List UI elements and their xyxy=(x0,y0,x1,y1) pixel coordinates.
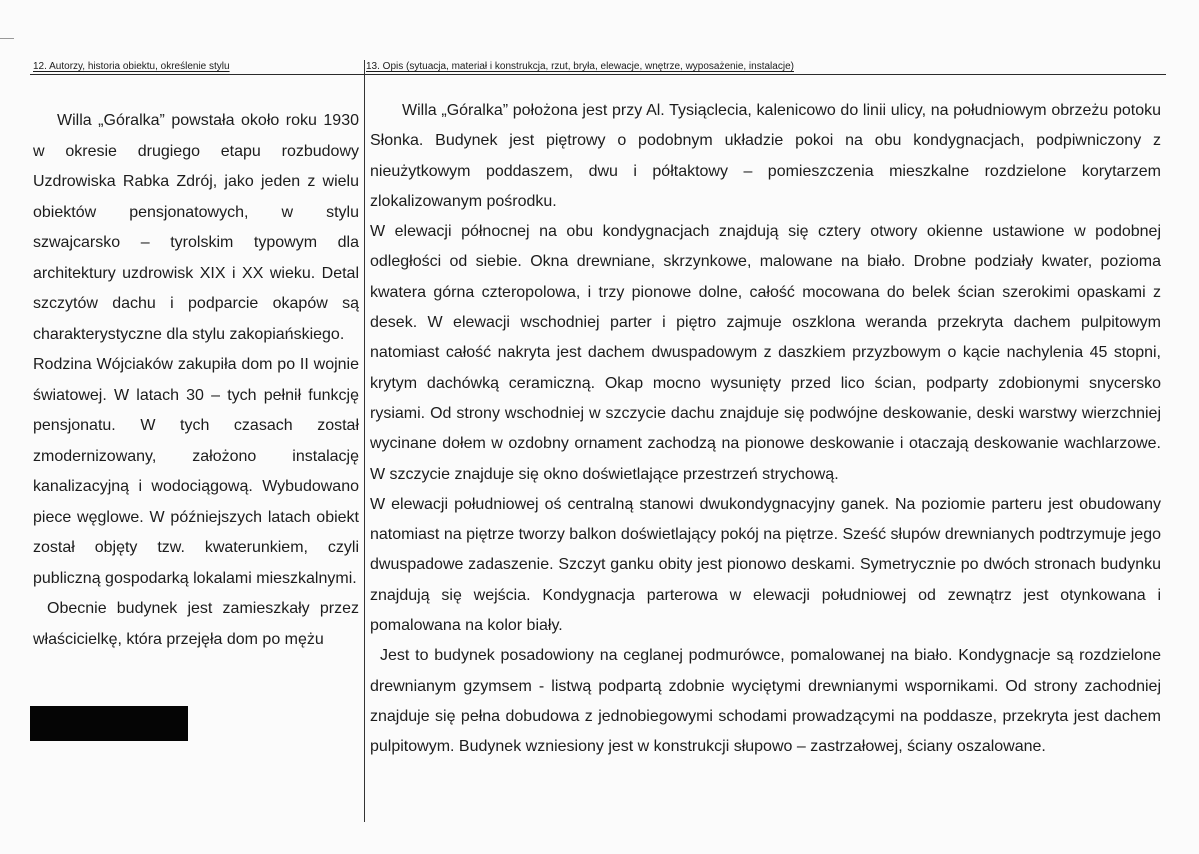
history-paragraph: Obecnie budynek jest zamieszkały przez właścicielkę, która przejęła dom po mężu xyxy=(33,600,359,648)
description-paragraph: W elewacji południowej oś centralną stanowi dwukondygnacyjny ganek. Na poziomie parteru jest obudowany natomiast na piętrze tworzy balkon doświetlający pokój na piętrze. Sześć słupów drewnianych podtrzymuje jego dwuspadowe zadaszenie. Szczyt ganku obity jest pionowo deskami. Symetrycznie po dwóch stronach budynku znajdują się wejścia. Kondygnacja parterowa w elewacji południowej od zewnątrz jest otynkowana i pomalowana na kolor biały. xyxy=(370,495,1161,635)
section-13-heading: 13. Opis (sytuacja, materiał i konstrukcja, rzut, bryła, elewacje, wnętrze, wyposażenie, instalacje) xyxy=(366,61,794,72)
description-paragraph: Jest to budynek posadowiony na ceglanej podmurówce, pomalowanej na biało. Kondygnacje są rozdzielone drewnianym gzymsem - listwą podpartą zdobnie wyciętymi drewnianymi wspornikami. Od strony zachodniej znajduje się pełna dobudowa z jednobiegowymi schodami prowadzącymi na poddasze, przekryta jest dachem pulpitowym. Budynek wzniesiony jest w konstrukcji słupowo – zastrzałowej, ściany oszalowane. xyxy=(370,647,1161,756)
redaction-box xyxy=(30,706,188,741)
form-header-row xyxy=(30,60,1166,75)
history-column xyxy=(33,106,359,655)
history-paragraph: Willa „Góralka” powstała około roku 1930 w okresie drugiego etapu rozbudowy Uzdrowiska Rabka Zdrój, jako jeden z wielu obiektów pensjonatowych, w stylu szwajcarsko – tyrolskim typowym dla architektury uzdrowisk XIX i XX wieku. Detal szczytów dachu i podparcie okapów są charakterystyczne dla stylu zakopiańskiego. xyxy=(33,112,359,343)
column-divider xyxy=(364,60,365,822)
description-column xyxy=(370,96,1161,763)
section-12-heading: 12. Autorzy, historia obiektu, określenie stylu xyxy=(33,61,230,72)
description-paragraph: W elewacji północnej na obu kondygnacjach znajdują się cztery otwory okienne ustawione w podobnej odległości od siebie. Okna drewniane, skrzynkowe, malowane na biało. Drobne podziały kwater, pozioma kwatera górna czteropolowa, i trzy pionowe dolne, całość mocowana do belek ścian szerokimi opaskami z desek. W elewacji wschodniej parter i piętro zajmuje oszklona weranda przekryta dachem pulpitowym natomiast całość nakryta jest dachem dwuspadowym z daszkiem przyzbowym o kącie nachylenia 45 stopni, krytym dachówką ceramiczną. Okap mocno wysunięty przed lico ścian, podparty zdobionymi snycersko rysiami. Od strony wschodniej w szczycie dachu znajduje się podwójne deskowanie, deski warstwy wierzchniej wycinane dołem w ozdobny ornament zachodzą na pionowe deskowanie i otaczają deskowanie wachlarzowe. W szczycie znajduje się okno doświetlające przestrzeń strychową. xyxy=(370,223,1161,483)
history-paragraph: Rodzina Wójciaków zakupiła dom po II wojnie światowej. W latach 30 – tych pełnił funkcję pensjonatu. W tych czasach został zmodernizowany, założono instalację kanalizacyjną i wodociągową. Wybudowano piece węglowe. W późniejszych latach obiekt został objęty tzw. kwaterunkiem, czyli publiczną gospodarką lokalami mieszkalnymi. xyxy=(33,356,359,587)
description-paragraph: Willa „Góralka” położona jest przy Al. Tysiąclecia, kalenicowo do linii ulicy, na południowym obrzeżu potoku Słonka. Budynek jest piętrowy o podobnym układzie pokoi na obu kondygnacjach, podpiwniczony z nieużytkowym poddaszem, dwu i półtaktowy – pomieszczenia mieszkalne rozdzielone korytarzem zlokalizowanym pośrodku. xyxy=(370,102,1161,210)
scan-edge-mark xyxy=(0,38,14,39)
